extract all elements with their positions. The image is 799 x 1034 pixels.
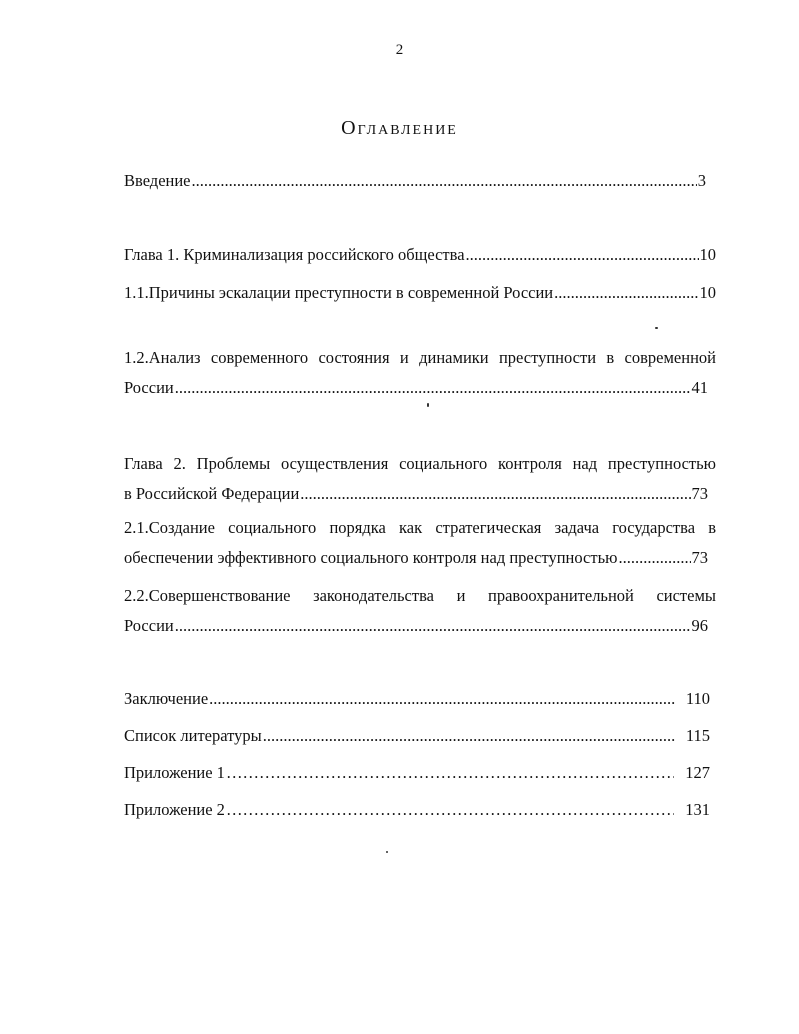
toc-entry-label: Введение	[124, 171, 191, 190]
toc-entry-label-line-2: России	[124, 378, 174, 397]
toc-entry-label-line-1: 1.2.Анализ современного состояния и динамики преступности в современной	[124, 348, 716, 367]
toc-page-number: 10	[699, 283, 716, 302]
toc-entry-chapter-2[interactable]	[124, 449, 716, 509]
dot-leader	[192, 166, 697, 196]
toc-page-number: 3	[697, 171, 706, 190]
toc-page-number: 41	[691, 378, 708, 397]
dot-leader	[466, 240, 699, 270]
toc-entry-label: Глава 1. Криминализация российского общества	[124, 245, 465, 264]
toc-entry-section-2-2[interactable]	[124, 581, 716, 641]
dot-leader	[263, 721, 675, 751]
toc-entry-section-1-1[interactable]	[124, 278, 716, 308]
toc-page-number: 96	[691, 616, 708, 635]
dot-leader	[175, 373, 691, 403]
toc-entry-intro[interactable]	[124, 166, 716, 196]
dot-leader	[300, 479, 690, 509]
toc-page-number: 127	[685, 763, 710, 782]
toc-entry-label: Приложение 1	[124, 763, 225, 782]
dot-leader	[175, 611, 691, 641]
dot-leader	[554, 278, 698, 308]
toc-entry-label: 1.1.Причины эскалации преступности в современной России	[124, 283, 554, 302]
toc-entry-section-2-1[interactable]	[124, 513, 716, 573]
toc-entry-label-line-1: Глава 2. Проблемы осуществления социального контроля над преступностью	[124, 454, 716, 473]
toc-page-number: 131	[685, 800, 710, 819]
toc-entry-section-1-2[interactable]	[124, 343, 716, 403]
toc-entry-chapter-1[interactable]	[124, 240, 716, 270]
dot-leader	[226, 758, 674, 788]
page-number: 2	[395, 42, 404, 58]
dot-leader	[226, 795, 674, 825]
toc-entry-conclusion[interactable]	[124, 684, 716, 714]
toc-page-number: 110	[685, 689, 710, 708]
toc-entry-label-line-2: России	[124, 616, 174, 635]
toc-entry-label: Приложение 2	[124, 800, 225, 819]
toc-entry-label: Заключение	[124, 689, 209, 708]
toc-page-number: 73	[691, 548, 708, 567]
toc-title: Оглавление	[341, 117, 458, 139]
toc-page-number: 115	[685, 726, 710, 745]
scan-speck	[655, 327, 658, 329]
toc-entry-label-line-1: 2.2.Совершенствование законодательства и правоохранительной системы	[124, 586, 716, 605]
dot-leader	[209, 684, 675, 714]
toc-entry-bibliography[interactable]	[124, 721, 716, 751]
toc-entry-label: Список литературы	[124, 726, 262, 745]
scan-speck	[427, 403, 429, 407]
toc-entry-label-line-2: обеспечении эффективного социального контроля над преступностью	[124, 548, 618, 567]
toc-entry-label-line-2: в Российской Федерации	[124, 484, 300, 503]
toc-page-number: 73	[691, 484, 708, 503]
dot-leader	[618, 543, 690, 573]
toc-page-number: 10	[699, 245, 716, 264]
toc-entry-appendix-1[interactable]	[124, 758, 716, 788]
toc-entry-appendix-2[interactable]	[124, 795, 716, 825]
scan-speck	[386, 851, 388, 853]
toc-entry-label-line-1: 2.1.Создание социального порядка как стратегическая задача государства в	[124, 518, 716, 537]
